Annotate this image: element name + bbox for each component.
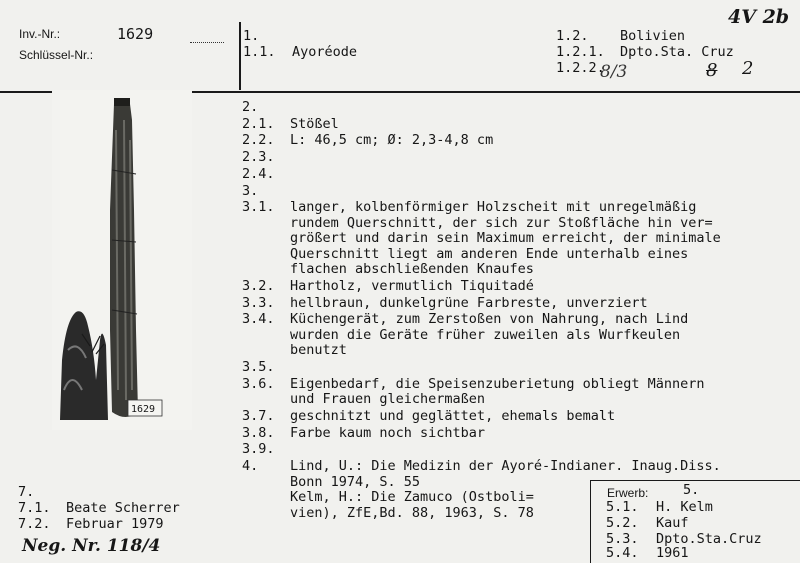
handwritten-struck-number: 8 <box>706 60 718 81</box>
description-row-number: 2. <box>242 99 259 115</box>
description-row-number: 4. <box>242 458 259 474</box>
inventory-label: Inv.-Nr.: <box>19 27 61 41</box>
handwritten-negative-ref: Neg. Nr. 118/4 <box>22 536 161 556</box>
description-row-number: 3.6. <box>242 375 275 392</box>
description-row-text: Eigenbedarf, die Speisenzuberietung obliegt Männern und Frauen gleichermaßen <box>290 375 705 408</box>
description-row-number: 3.3. <box>242 294 275 311</box>
description-row-number: 2.3. <box>242 149 275 166</box>
description-row <box>242 117 339 133</box>
description-row <box>242 442 290 458</box>
description-row <box>242 360 290 376</box>
inventory-number: 1629 <box>117 25 154 43</box>
description-row <box>242 312 688 359</box>
section-1-2-1-number: 1.2.1. <box>556 44 605 60</box>
description-row-number: 3.8. <box>242 424 275 441</box>
section-7-number: 7. <box>18 484 35 500</box>
description-row-number: 3.4. <box>242 311 275 328</box>
acquired-from: H. Kelm <box>656 499 713 515</box>
section-7-2-number: 7.2. <box>18 516 51 532</box>
description-row <box>242 133 493 149</box>
description-row-number: 3.9. <box>242 441 275 458</box>
department: Dpto.Sta. Cruz <box>620 44 734 60</box>
description-row <box>242 184 290 200</box>
section-7-1-number: 7.1. <box>18 500 51 516</box>
section-1-number: 1. <box>243 28 260 44</box>
description-row-text: L: 46,5 cm; Ø: 2,3-4,8 cm <box>290 132 494 149</box>
description-row-number: 2.4. <box>242 165 275 182</box>
description-row <box>242 100 290 116</box>
header-vertical-line <box>239 22 241 90</box>
photo-label: 1629 <box>131 404 156 415</box>
acquisition-type: Kauf <box>656 515 689 531</box>
description-row-text: geschnitzt und geglättet, ehemals bemalt <box>290 407 616 424</box>
description-row <box>242 426 485 442</box>
description-row <box>242 167 290 183</box>
description-row-number: 2.2. <box>242 132 275 149</box>
description-row-number: 3.7. <box>242 407 275 424</box>
country: Bolivien <box>620 28 686 44</box>
description-row-number: 2.1. <box>242 115 275 132</box>
description-row-number: 3.1. <box>242 199 275 216</box>
description-row <box>242 150 290 166</box>
section-5-3-number: 5.3. <box>606 531 639 547</box>
description-row-text: langer, kolbenförmiger Holzscheit mit unregelmäßig rundem Querschnitt, der sich zur Stoßfläche hin ver= größert und darin sein Maximum erreicht, der minimale Querschnitt liegt am anderen Ende unterhalb eines flachen abschließenden Knaufes <box>290 199 721 278</box>
section-1-1-number: 1.1. <box>243 44 276 60</box>
section-1-2-number: 1.2. <box>556 28 589 44</box>
object-photo <box>52 90 192 430</box>
description-row <box>242 296 648 312</box>
handwritten-scribble: 8/3 <box>600 62 628 82</box>
description-row-number: 3.2. <box>242 277 275 294</box>
acquisition-year: 1961 <box>656 545 689 561</box>
description-row <box>242 377 705 408</box>
description-row-text: Stößel <box>290 115 339 132</box>
handwritten-number: 2 <box>742 58 754 79</box>
description-row <box>242 200 721 278</box>
catalogue-date: Februar 1979 <box>66 516 164 532</box>
inv-dotted-underline <box>190 42 224 43</box>
handwritten-code: 4V 2b <box>728 6 790 28</box>
description-row <box>242 409 615 425</box>
section-5-4-number: 5.4. <box>606 545 639 561</box>
section-5-number: 5. <box>683 482 700 498</box>
description-row-text: Farbe kaum noch sichtbar <box>290 424 486 441</box>
description-row-text: Lind, U.: Die Medizin der Ayoré-Indianer. Inaug.Diss. Bonn 1974, S. 55 Kelm, H.: Die Zamuco (Ostboli= vien), ZfE,Bd. 88, 1963, S. 78 <box>290 458 721 521</box>
description-row-text: Küchengerät, zum Zerstoßen von Nahrung, nach Lind wurden die Geräte früher zuweilen als Wurfkeulen benutzt <box>290 311 689 359</box>
description-row <box>242 279 534 295</box>
section-5-2-number: 5.2. <box>606 515 639 531</box>
ethnic-group: Ayoréode <box>292 44 358 60</box>
description-row-number: 3.5. <box>242 359 275 375</box>
section-5-1-number: 5.1. <box>606 499 639 515</box>
key-number-label: Schlüssel-Nr.: <box>19 48 94 62</box>
description-row <box>242 459 721 521</box>
description-row-text: hellbraun, dunkelgrüne Farbreste, unverziert <box>290 294 648 311</box>
description-row-text: Hartholz, vermutlich Tiquitadé <box>290 277 534 294</box>
section-1-2-2-number: 1.2.2. <box>556 60 605 76</box>
acquisition-place: Dpto.Sta.Cruz <box>656 531 762 547</box>
description-row-number: 3. <box>242 182 259 199</box>
cataloguer-name: Beate Scherrer <box>66 500 180 516</box>
acquisition-label: Erwerb: <box>607 486 649 500</box>
